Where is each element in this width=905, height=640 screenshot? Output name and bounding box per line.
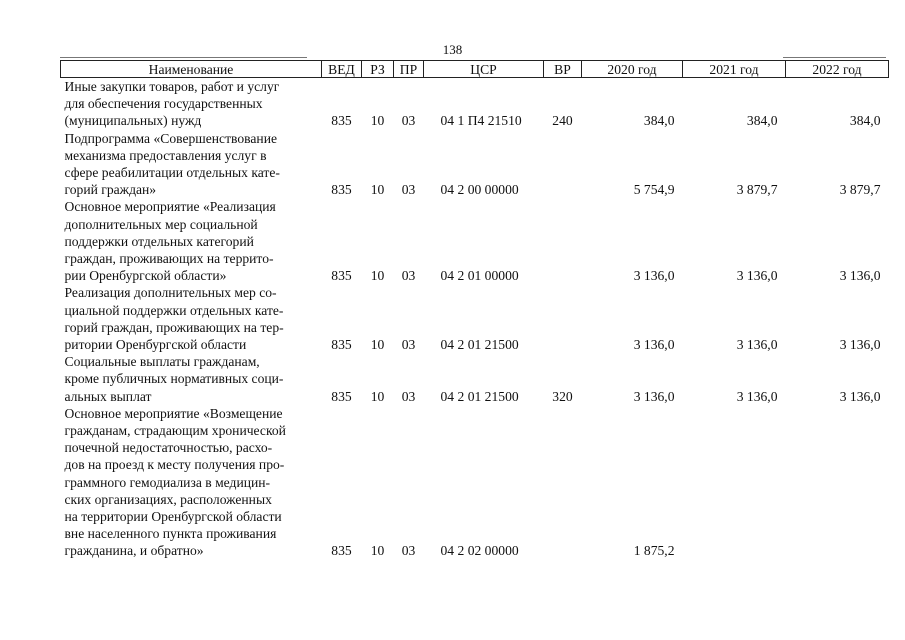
- name-line: Иные закупки товаров, работ и услуг: [64, 79, 280, 94]
- cell-ved: 835: [331, 182, 352, 198]
- cell-2022: 3 879,7: [839, 182, 881, 198]
- cell-2022: 3 136,0: [839, 337, 881, 353]
- cell-2021: 3 136,0: [736, 337, 778, 353]
- cell-vr: [544, 284, 582, 353]
- col-header-csr: ЦСР: [424, 61, 544, 78]
- name-line: альных выплат: [64, 388, 152, 404]
- cell-pr: 03: [401, 268, 416, 284]
- cell-pr: 03: [401, 543, 416, 559]
- name-line: гражданина, и обратно»: [64, 543, 204, 559]
- cell-2020: 384,0: [643, 113, 675, 129]
- cell-rz: 10: [370, 113, 385, 129]
- name-line: для обеспечения государственных: [64, 96, 263, 112]
- cell-ved: 835: [331, 388, 352, 404]
- cell-pr: 03: [401, 388, 416, 404]
- cell-2020: 3 136,0: [633, 388, 675, 404]
- cell-csr: 04 2 01 00000: [440, 268, 519, 284]
- table-row: [61, 198, 889, 284]
- name-line: кроме публичных нормативных соци-: [64, 371, 284, 387]
- cell-name: [61, 78, 322, 130]
- name-line: вне населенного пункта проживания: [64, 526, 277, 542]
- cell-name: [61, 198, 322, 284]
- cell-2022: 3 136,0: [839, 268, 881, 284]
- col-header-vr: ВР: [544, 61, 582, 78]
- cell-name: [61, 130, 322, 199]
- header-rule-left: [60, 57, 307, 58]
- col-header-pr: ПР: [394, 61, 424, 78]
- name-line: поддержки отдельных категорий: [64, 233, 254, 249]
- cell-2022: 3 136,0: [839, 388, 881, 404]
- cell-pr: 03: [401, 182, 416, 198]
- cell-name: [61, 353, 322, 405]
- col-header-2020: 2020 год: [582, 61, 683, 78]
- col-header-2022: 2022 год: [786, 61, 889, 78]
- name-line: горий граждан»: [64, 182, 157, 198]
- page-number: 138: [442, 42, 463, 57]
- header-rule-right: [783, 57, 886, 58]
- cell-2022: 384,0: [849, 113, 881, 129]
- name-line: механизма предоставления услуг в: [64, 147, 267, 163]
- cell-2021: 384,0: [746, 113, 778, 129]
- table-row: [61, 284, 889, 353]
- name-line: дов на проезд к месту получения про-: [64, 457, 285, 473]
- cell-2020: 3 136,0: [633, 268, 675, 284]
- name-line: горий граждан, проживающих на тер-: [64, 319, 284, 335]
- cell-2021: 3 879,7: [736, 182, 778, 198]
- table-row: [61, 353, 889, 405]
- cell-pr: 03: [401, 113, 416, 129]
- cell-2020: 3 136,0: [633, 337, 675, 353]
- cell-2021: [683, 405, 786, 560]
- cell-2021: 3 136,0: [736, 388, 778, 404]
- name-line: граммного гемодиализа в медицин-: [64, 474, 271, 490]
- name-line: Реализация дополнительных мер со-: [64, 285, 277, 301]
- cell-csr: 04 2 01 21500: [440, 337, 519, 353]
- cell-csr: 04 2 01 21500: [440, 388, 519, 404]
- name-line: граждан, проживающих на террито-: [64, 251, 274, 267]
- cell-ved: 835: [331, 268, 352, 284]
- col-header-ved: ВЕД: [322, 61, 362, 78]
- table-header-row: [61, 61, 889, 78]
- cell-rz: 10: [370, 182, 385, 198]
- name-line: Подпрограмма «Совершенствование: [64, 130, 278, 146]
- cell-2020: 1 875,2: [633, 543, 675, 559]
- name-line: дополнительных мер социальной: [64, 216, 258, 232]
- cell-name: [61, 284, 322, 353]
- name-line: почечной недостаточностью, расхо-: [64, 440, 273, 456]
- cell-2021: 3 136,0: [736, 268, 778, 284]
- name-line: циальной поддержки отдельных кате-: [64, 302, 284, 318]
- table-row: [61, 130, 889, 199]
- cell-vr: 320: [552, 388, 573, 404]
- cell-rz: 10: [370, 268, 385, 284]
- cell-name: [61, 405, 322, 560]
- cell-rz: 10: [370, 543, 385, 559]
- name-line: ритории Оренбургской области: [64, 337, 247, 353]
- name-line: рии Оренбургской области»: [64, 268, 227, 284]
- cell-csr: 04 1 П4 21510: [440, 113, 522, 129]
- cell-ved: 835: [331, 543, 352, 559]
- cell-vr: [544, 130, 582, 199]
- col-header-name: Наименование: [61, 61, 322, 78]
- cell-vr: [544, 405, 582, 560]
- cell-csr: 04 2 02 00000: [440, 543, 519, 559]
- cell-csr: 04 2 00 00000: [440, 182, 519, 198]
- cell-ved: 835: [331, 113, 352, 129]
- name-line: гражданам, страдающим хронической: [64, 423, 286, 439]
- name-line: сфере реабилитации отдельных кате-: [64, 165, 280, 181]
- budget-table: [60, 60, 889, 560]
- name-line: Социальные выплаты гражданам,: [64, 354, 260, 370]
- table-body: [61, 78, 889, 560]
- cell-vr: 240: [552, 113, 573, 129]
- name-line: Основное мероприятие «Возмещение: [64, 405, 283, 421]
- name-line: ских организациях, расположенных: [64, 491, 272, 507]
- name-line: на территории Оренбургской области: [64, 509, 282, 525]
- cell-2022: [786, 405, 889, 560]
- table-row: [61, 405, 889, 560]
- name-line: Основное мероприятие «Реализация: [64, 199, 276, 215]
- cell-rz: 10: [370, 388, 385, 404]
- table-row: [61, 78, 889, 130]
- cell-2020: 5 754,9: [633, 182, 675, 198]
- name-line: (муниципальных) нужд: [64, 113, 202, 129]
- col-header-rz: РЗ: [362, 61, 394, 78]
- cell-rz: 10: [370, 337, 385, 353]
- cell-ved: 835: [331, 337, 352, 353]
- cell-pr: 03: [401, 337, 416, 353]
- col-header-2021: 2021 год: [683, 61, 786, 78]
- cell-vr: [544, 198, 582, 284]
